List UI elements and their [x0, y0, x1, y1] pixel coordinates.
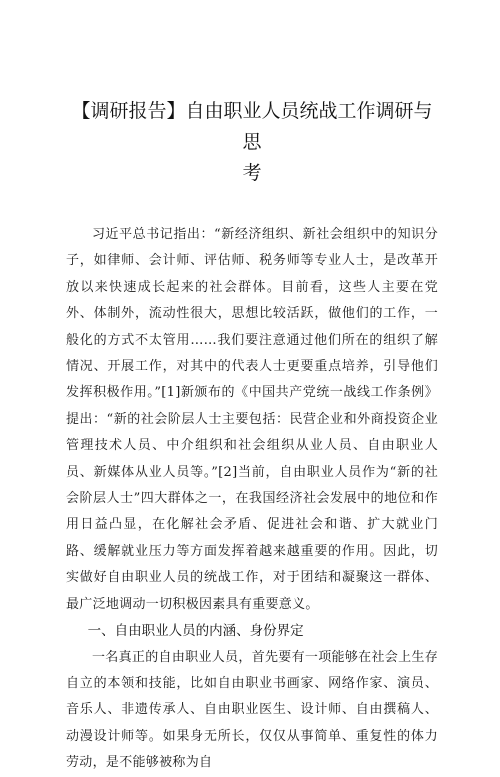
paragraph-intro: 习近平总书记指出：“新经济组织、新社会组织中的知识分子，如律师、会计师、评估师、税务师等专业人士，是改革开放以来快速成长起来的社会群体。目前看，这些人主要在党外、体制外，流动性很大，思想比较活跃，做他们的工作，一般化的方式不太管用……我们要注意通过他们所在的组织了解情况、开展工作，对其中的代表人士更要重点培养，引导他们发挥积极作用。”[1]新颁布的《中国共产党统一战线工作条例》提出：“新的社会阶层人士主要包括：民营企业和外商投资企业管理技术人员、中介组织和社会组织从业人员、自由职业人员、新媒体从业人员等。”[2]当前，自由职业人员作为“新的社会阶层人士”四大群体之一，在我国经济社会发展中的地位和作用日益凸显，在化解社会矛盾、促进社会和谐、扩大就业门路、缓解就业压力等方面发挥着越来越重要的作用。因此，切实做好自由职业人员的统战工作，对于团结和凝聚这一群体、最广泛地调动一切积极因素具有重要意义。 — [66, 227, 438, 612]
title-line-1: 【调研报告】自由职业人员统战工作调研与思 — [71, 100, 433, 153]
page-title — [66, 0, 438, 189]
title-line-2: 考 — [242, 162, 262, 184]
document-body — [66, 222, 438, 777]
paragraph-section-1: 一名真正的自由职业人员，首先要有一项能够在社会上生存自立的本领和技能，比如自由职业书画家、网络作家、演员、音乐人、非遗传承人、自由职业医生、设计师、自由撰稿人、动漫设计师等。如果身无所长，仅仅从事简单、重复性的体力劳动，是不能够被称为自 — [66, 649, 438, 771]
section-heading-1: 一、自由职业人员的内涵、身份界定 — [87, 623, 304, 640]
